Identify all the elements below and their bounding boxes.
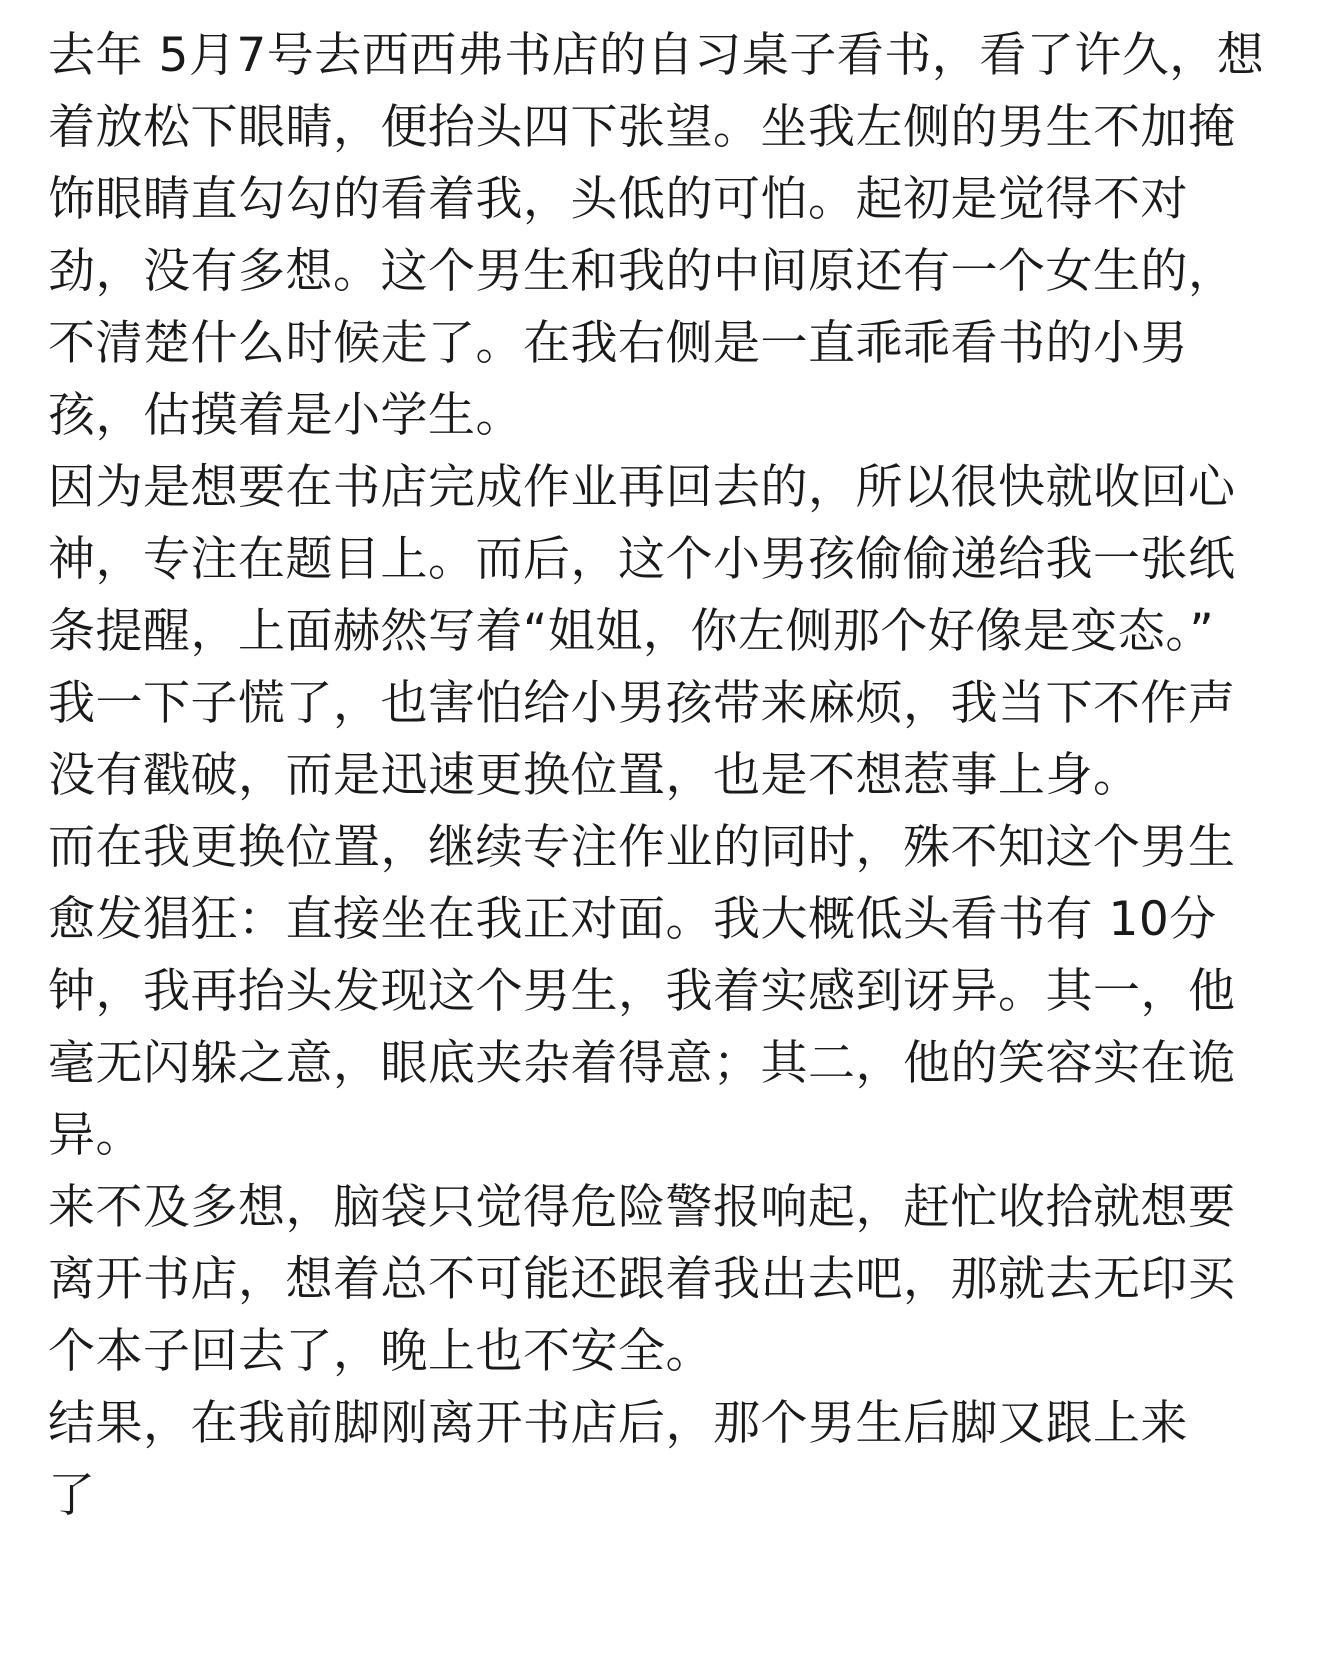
text-line: 饰眼睛直勾勾的看着我，头低的可怕。起初是觉得不对 [48,172,1188,227]
text-line: 我一下子慌了，也害怕给小男孩带来麻烦，我当下不作声 [48,676,1236,731]
text-line: 离开书店，想着总不可能还跟着我出去吧，那就去无印买 [48,1252,1236,1307]
text-line: 结果，在我前脚刚离开书店后，那个男生后脚又跟上来 [48,1396,1188,1451]
text-line: 来不及多想，脑袋只觉得危险警报响起，赶忙收拾就想要 [48,1180,1236,1235]
text-line: 了 [48,1468,96,1523]
text-line: 神，专注在题目上。而后，这个小男孩偷偷递给我一张纸 [48,532,1236,587]
text-line: 着放松下眼睛，便抬头四下张望。坐我左侧的男生不加掩 [48,100,1236,155]
text-line: 没有戳破，而是迅速更换位置，也是不想惹事上身。 [48,748,1141,803]
document-body [48,20,1278,1532]
text-line: 而在我更换位置，继续专注作业的同时，殊不知这个男生 [48,820,1236,875]
text-line: 劲，没有多想。这个男生和我的中间原还有一个女生的， [48,244,1236,299]
text-line: 异。 [48,1108,143,1163]
text-line: 孩，估摸着是小学生。 [48,388,523,443]
text-line: 因为是想要在书店完成作业再回去的，所以很快就收回心 [48,460,1236,515]
text-line: 愈发猖狂：直接坐在我正对面。我大概低头看书有 10分 [48,892,1217,947]
text-line: 个本子回去了，晚上也不安全。 [48,1324,713,1379]
text-line: 毫无闪躲之意，眼底夹杂着得意；其二，他的笑容实在诡 [48,1036,1236,1091]
text-line: 条提醒，上面赫然写着“姐姐，你左侧那个好像是变态。” [48,604,1215,659]
text-line: 钟，我再抬头发现这个男生，我着实感到讶异。其一，他 [48,964,1236,1019]
text-line: 不清楚什么时候走了。在我右侧是一直乖乖看书的小男 [48,316,1188,371]
text-line: 去年 5月7号去西西弗书店的自习桌子看书，看了许久，想 [48,28,1265,83]
